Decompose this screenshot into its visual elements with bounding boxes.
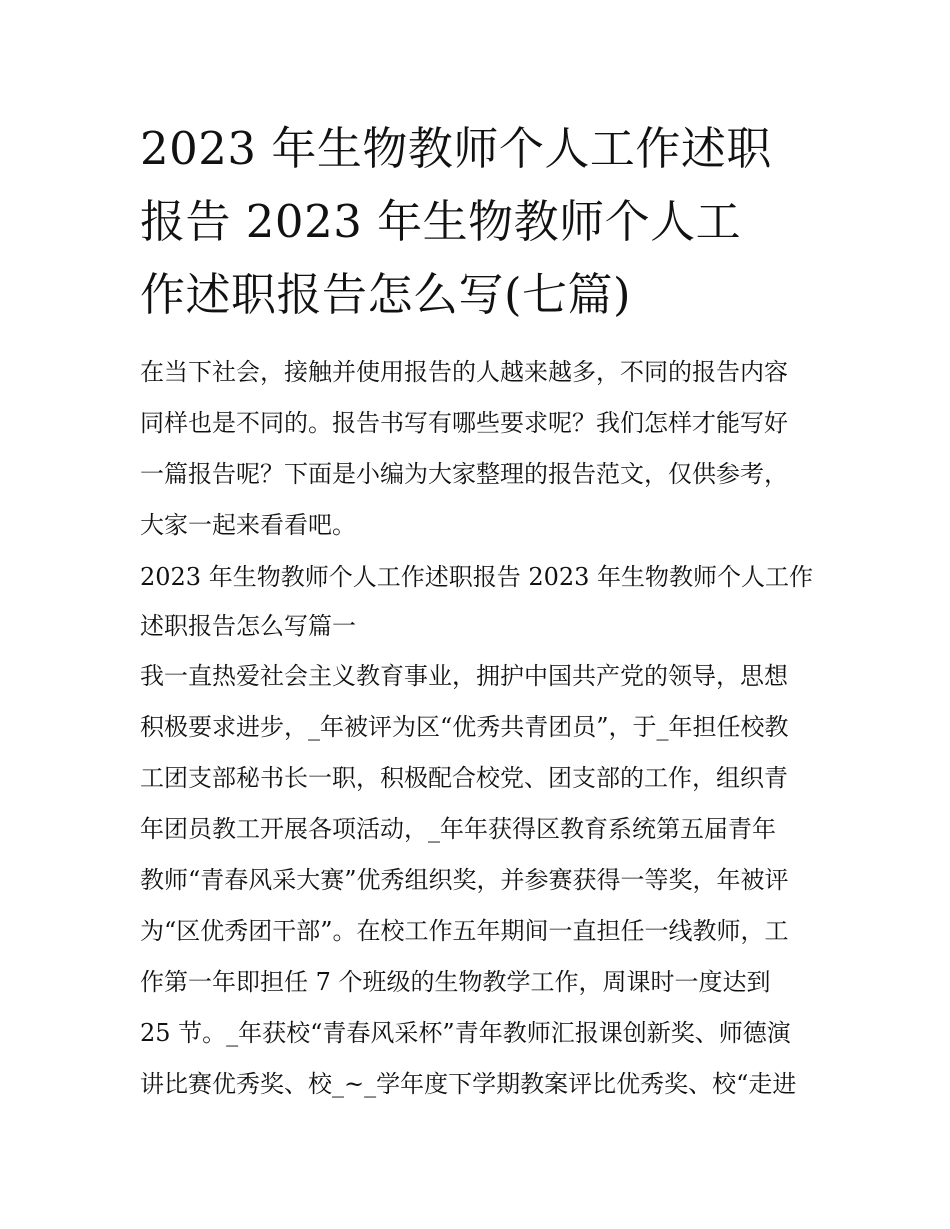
section-heading-line: 2023 年生物教师个人工作述职报告 2023 年生物教师个人工作 <box>140 563 814 591</box>
title-line: 报告 2023 年生物教师个人工 <box>140 195 742 248</box>
body-line: 年团员教工开展各项活动，_年年获得区教育系统第五届青年 <box>140 815 776 843</box>
body-line: 作第一年即担任 7 个班级的生物教学工作，周课时一度达到 <box>140 968 771 996</box>
section-heading-line: 述职报告怎么写篇一 <box>140 612 356 640</box>
body-line: 教师“青春风采大赛”优秀组织奖，并参赛获得一等奖，年被评 <box>140 866 789 894</box>
body-line: 工团支部秘书长一职，积极配合校党、团支部的工作，组织青 <box>140 764 788 792</box>
body-line: 讲比赛优秀奖、校_~_学年度下学期教案评比优秀奖、校“走进 <box>140 1070 797 1098</box>
body-line: 我一直热爱社会主义教育事业，拥护中国共产党的领导，思想 <box>140 662 788 690</box>
document-title <box>140 112 820 331</box>
intro-line: 同样也是不同的。报告书写有哪些要求呢？我们怎样才能写好 <box>140 409 788 437</box>
body-paragraph <box>140 651 820 1110</box>
intro-line: 大家一起来看看吧。 <box>140 511 356 539</box>
body-line: 为“区优秀团干部”。在校工作五年期间一直担任一线教师，工 <box>140 917 789 945</box>
title-line: 作述职报告怎么写(七篇) <box>140 268 632 321</box>
document-page <box>140 112 820 1110</box>
title-line: 2023 年生物教师个人工作述职 <box>140 122 772 175</box>
intro-line: 在当下社会，接触并使用报告的人越来越多，不同的报告内容 <box>140 358 788 386</box>
section-heading <box>140 553 820 651</box>
intro-line: 一篇报告呢？下面是小编为大家整理的报告范文，仅供参考， <box>140 460 788 488</box>
intro-paragraph <box>140 347 820 551</box>
body-line: 25 节。_年获校“青春风采杯”青年教师汇报课创新奖、师德演 <box>140 1019 791 1047</box>
body-line: 积极要求进步，_年被评为区“优秀共青团员”，于_年担任校教 <box>140 713 789 741</box>
